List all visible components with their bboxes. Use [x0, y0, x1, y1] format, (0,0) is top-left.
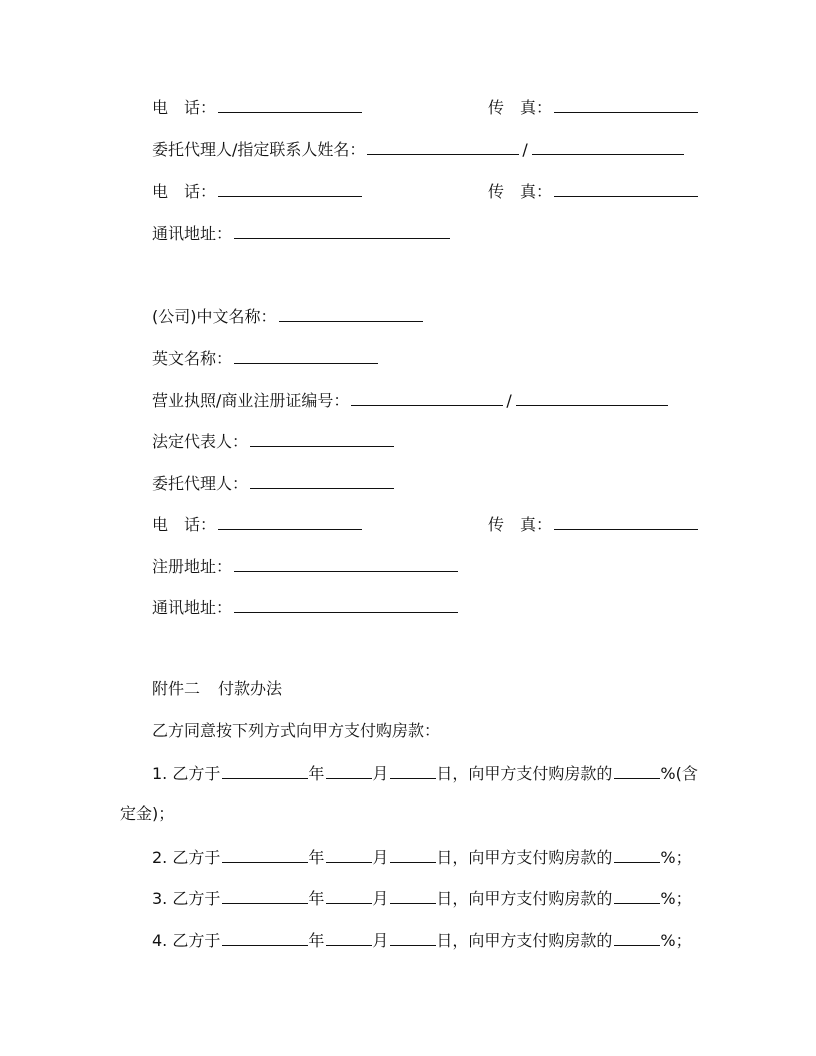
reg-address-row	[152, 555, 458, 577]
year-label: 年	[308, 931, 325, 950]
mail-address-label: 通讯地址：	[152, 598, 233, 617]
company-cn-name-blank[interactable]	[279, 305, 423, 322]
attachment-title	[152, 679, 282, 699]
address-row	[152, 222, 450, 244]
installment-number: 4.	[152, 931, 168, 950]
year-blank[interactable]	[222, 846, 308, 863]
reg-address-label: 注册地址：	[152, 557, 233, 576]
phone-row-2	[152, 180, 362, 202]
fax-blank[interactable]	[554, 513, 698, 530]
company-agent-row	[152, 472, 394, 494]
installment-row-3	[152, 887, 692, 909]
reg-address-blank[interactable]	[234, 555, 458, 572]
month-blank[interactable]	[326, 762, 372, 779]
installment-prefix: 乙方于	[172, 764, 221, 783]
fax-label: 传 真：	[488, 98, 553, 117]
percent-blank[interactable]	[614, 929, 660, 946]
company-en-name-row	[152, 347, 378, 369]
fax-blank[interactable]	[554, 180, 698, 197]
company-en-name-label: 英文名称：	[152, 349, 233, 368]
company-phone-row	[152, 513, 362, 535]
phone-blank[interactable]	[218, 513, 362, 530]
percent-suffix: %；	[660, 889, 692, 908]
day-blank[interactable]	[390, 929, 436, 946]
fax-row-1	[488, 96, 698, 118]
phone-label: 电 话：	[152, 182, 217, 201]
month-blank[interactable]	[326, 887, 372, 904]
attachment-intro	[152, 721, 440, 741]
installment-1-continuation	[120, 804, 174, 824]
year-label: 年	[308, 889, 325, 908]
company-agent-label: 委托代理人：	[152, 474, 249, 493]
day-blank[interactable]	[390, 887, 436, 904]
continuation-text: 定金)；	[120, 804, 175, 823]
installment-prefix: 乙方于	[172, 889, 221, 908]
company-cn-name-row	[152, 305, 423, 327]
address-label: 通讯地址：	[152, 224, 233, 243]
month-label: 月	[372, 889, 389, 908]
company-en-name-blank[interactable]	[234, 347, 378, 364]
day-text: 日，向甲方支付购房款的	[436, 931, 613, 950]
legal-rep-blank[interactable]	[250, 430, 394, 447]
day-text: 日，向甲方支付购房款的	[436, 764, 613, 783]
fax-row-2	[488, 180, 698, 202]
phone-label: 电 话：	[152, 515, 217, 534]
installment-number: 3.	[152, 889, 168, 908]
slash-separator: /	[506, 391, 512, 410]
mail-address-row	[152, 596, 458, 618]
fax-label: 传 真：	[488, 182, 553, 201]
phone-blank[interactable]	[218, 180, 362, 197]
year-label: 年	[308, 764, 325, 783]
percent-blank[interactable]	[614, 762, 660, 779]
company-cn-name-label: (公司)中文名称：	[152, 307, 277, 326]
mail-address-blank[interactable]	[234, 596, 458, 613]
day-blank[interactable]	[390, 846, 436, 863]
license-blank-2[interactable]	[516, 389, 668, 406]
phone-blank[interactable]	[218, 96, 362, 113]
agent-label: 委托代理人/指定联系人姓名：	[152, 140, 366, 159]
percent-suffix: %；	[660, 848, 692, 867]
agent-name-blank-2[interactable]	[532, 138, 684, 155]
percent-blank[interactable]	[614, 846, 660, 863]
license-label: 营业执照/商业注册证编号：	[152, 391, 350, 410]
license-blank-1[interactable]	[351, 389, 503, 406]
attachment-title-part2: 付款办法	[218, 679, 283, 698]
installment-row-1	[152, 762, 698, 784]
day-text: 日，向甲方支付购房款的	[436, 848, 613, 867]
day-blank[interactable]	[390, 762, 436, 779]
installment-prefix: 乙方于	[172, 848, 221, 867]
agent-row	[152, 138, 684, 160]
percent-suffix: %；	[660, 931, 692, 950]
license-row	[152, 389, 668, 411]
percent-suffix: %(含	[660, 764, 698, 783]
year-label: 年	[308, 848, 325, 867]
year-blank[interactable]	[222, 929, 308, 946]
attachment-title-part1: 附件二	[152, 679, 201, 698]
year-blank[interactable]	[222, 887, 308, 904]
company-agent-blank[interactable]	[250, 472, 394, 489]
phone-row-1	[152, 96, 362, 118]
installment-row-2	[152, 846, 692, 868]
installment-number: 1.	[152, 764, 168, 783]
installment-row-4	[152, 929, 692, 951]
day-text: 日，向甲方支付购房款的	[436, 889, 613, 908]
attachment-intro-text: 乙方同意按下列方式向甲方支付购房款：	[152, 721, 441, 740]
fax-blank[interactable]	[554, 96, 698, 113]
agent-name-blank-1[interactable]	[367, 138, 519, 155]
installment-prefix: 乙方于	[172, 931, 221, 950]
month-label: 月	[372, 848, 389, 867]
phone-label: 电 话：	[152, 98, 217, 117]
slash-separator: /	[522, 140, 528, 159]
month-blank[interactable]	[326, 929, 372, 946]
month-label: 月	[372, 764, 389, 783]
legal-rep-label: 法定代表人：	[152, 432, 249, 451]
percent-blank[interactable]	[614, 887, 660, 904]
month-label: 月	[372, 931, 389, 950]
legal-rep-row	[152, 430, 394, 452]
address-blank[interactable]	[234, 222, 450, 239]
month-blank[interactable]	[326, 846, 372, 863]
company-fax-row	[488, 513, 698, 535]
installment-number: 2.	[152, 848, 168, 867]
year-blank[interactable]	[222, 762, 308, 779]
fax-label: 传 真：	[488, 515, 553, 534]
